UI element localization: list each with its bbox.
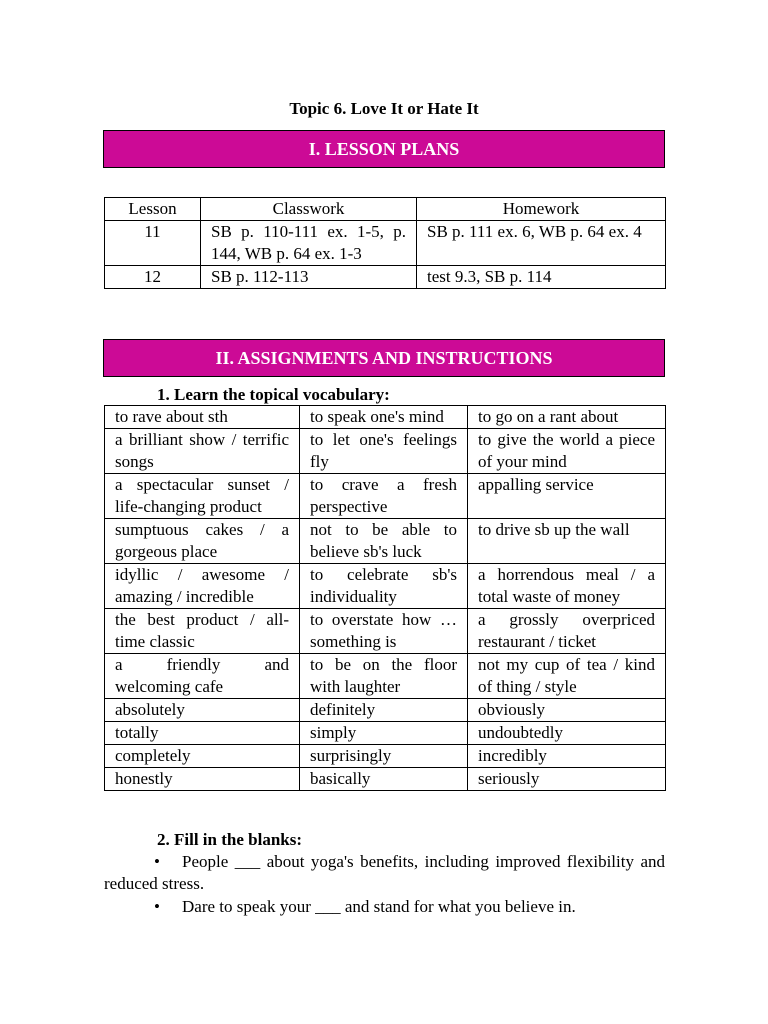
vocab-cell: to speak one's mind (300, 406, 468, 429)
homework-cell: test 9.3, SB p. 114 (417, 266, 666, 289)
vocab-cell: to drive sb up the wall (468, 519, 666, 564)
classwork-cell: SB p. 110-111 ex. 1-5, p. 144, WB p. 64 ex. 1-3 (201, 221, 417, 266)
table-row (105, 745, 666, 768)
vocab-cell: a horrendous meal / a total waste of money (468, 564, 666, 609)
vocabulary-table (104, 405, 666, 791)
vocab-cell: totally (105, 722, 300, 745)
table-row (105, 609, 666, 654)
task-heading-vocabulary: 1. Learn the topical vocabulary: (157, 385, 390, 404)
bullet-icon: • (154, 897, 160, 916)
lesson-number: 11 (105, 221, 201, 266)
vocab-cell: a friendly and welcoming cafe (105, 654, 300, 699)
vocab-cell: undoubtedly (468, 722, 666, 745)
vocab-cell: to give the world a piece of your mind (468, 429, 666, 474)
vocab-cell: sumptuous cakes / a gorgeous place (105, 519, 300, 564)
table-row (105, 266, 666, 289)
vocab-cell: a grossly overpriced restaurant / ticket (468, 609, 666, 654)
table-row (105, 654, 666, 699)
vocab-cell: to go on a rant about (468, 406, 666, 429)
bullet-icon: • (154, 852, 160, 871)
vocab-cell: a brilliant show / terrific songs (105, 429, 300, 474)
vocab-cell: to be on the floor with laughter (300, 654, 468, 699)
section-banner-assignments: II. ASSIGNMENTS AND INSTRUCTIONS (103, 339, 665, 377)
vocab-cell: to celebrate sb's individuality (300, 564, 468, 609)
fill-blank-sentence: People ___ about yoga's benefits, including improved flexibility and reduced stress. (104, 852, 665, 893)
vocab-cell: surprisingly (300, 745, 468, 768)
vocab-cell: to rave about sth (105, 406, 300, 429)
vocab-cell: simply (300, 722, 468, 745)
vocab-cell: to crave a fresh perspective (300, 474, 468, 519)
list-item (104, 896, 665, 918)
table-row (105, 406, 666, 429)
column-header-homework: Homework (417, 198, 666, 221)
column-header-lesson: Lesson (105, 198, 201, 221)
vocab-cell: obviously (468, 699, 666, 722)
list-item (104, 851, 665, 895)
lesson-plans-table (104, 197, 666, 289)
vocab-cell: idyllic / awesome / amazing / incredible (105, 564, 300, 609)
table-row (105, 564, 666, 609)
vocab-cell: not to be able to believe sb's luck (300, 519, 468, 564)
table-header-row (105, 198, 666, 221)
vocab-cell: absolutely (105, 699, 300, 722)
vocab-cell: honestly (105, 768, 300, 791)
vocab-cell: appalling service (468, 474, 666, 519)
lesson-number: 12 (105, 266, 201, 289)
vocab-cell: incredibly (468, 745, 666, 768)
column-header-classwork: Classwork (201, 198, 417, 221)
table-row (105, 722, 666, 745)
table-row (105, 474, 666, 519)
section-banner-lesson-plans: I. LESSON PLANS (103, 130, 665, 168)
vocab-cell: seriously (468, 768, 666, 791)
page-title: Topic 6. Love It or Hate It (289, 99, 479, 118)
homework-cell: SB p. 111 ex. 6, WB p. 64 ex. 4 (417, 221, 666, 266)
vocab-cell: completely (105, 745, 300, 768)
table-row (105, 221, 666, 266)
vocab-cell: not my cup of tea / kind of thing / style (468, 654, 666, 699)
table-row (105, 699, 666, 722)
vocab-cell: definitely (300, 699, 468, 722)
table-row (105, 768, 666, 791)
table-row (105, 429, 666, 474)
task-heading-fill-blanks: 2. Fill in the blanks: (157, 830, 303, 849)
fill-blank-sentence: Dare to speak your ___ and stand for what you believe in. (182, 897, 576, 916)
vocab-cell: a spectacular sunset / life-changing product (105, 474, 300, 519)
vocab-cell: the best product / all-time classic (105, 609, 300, 654)
classwork-cell: SB p. 112-113 (201, 266, 417, 289)
vocab-cell: basically (300, 768, 468, 791)
vocab-cell: to overstate how … something is (300, 609, 468, 654)
table-row (105, 519, 666, 564)
vocab-cell: to let one's feelings fly (300, 429, 468, 474)
